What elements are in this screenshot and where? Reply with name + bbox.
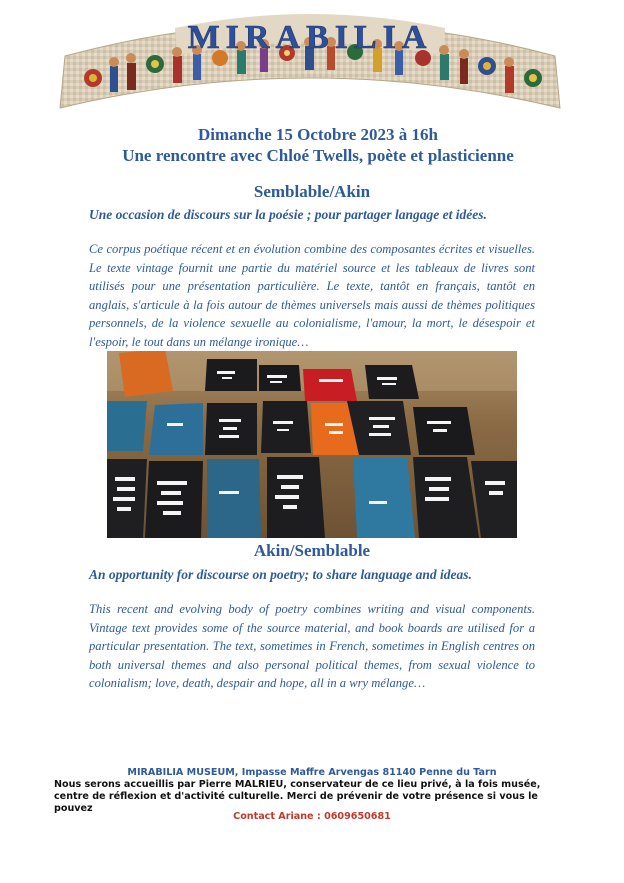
book-boards-photo [107,351,517,538]
tagline-french: Une occasion de discours sur la poésie ; pour partager langage et idées. [89,207,487,222]
event-date: Dimanche 15 Octobre 2023 à 16h [197,125,439,144]
paragraph-french: Ce corpus poétique récent et en évolution combine des composantes écrites et visuelles. Le texte vintage fournit une partie du matériel source et les tableaux de livres sont utilisés pour une présentation particulière. Le texte, tantôt en français, tantôt en anglais, s'articule à la fois autour de thèmes universels mais aussi de thèmes politiques personnels, de la violence sexuelle au colonialisme, l'amour, la mort, le désespoir et l'espoir, le tout dans un mélange ironique… [89,242,535,349]
section-title-english: Akin/Semblable [253,541,371,560]
section-title-french: Semblable/Akin [253,182,371,201]
book-boards-photo-image [107,351,517,538]
footer-museum-address: MIRABILIA MUSEUM, Impasse Maffre Arvengas 81140 Penne du Tarn [127,767,497,778]
banner-title: MIRABILIA [187,19,433,56]
event-subtitle: Une rencontre avec Chloé Twells, poète et plasticienne [122,146,514,165]
paragraph-english: This recent and evolving body of poetry combines writing and visual components. Vintage text provides some of the source material, and book boards are utilised for a particular presentation. The text, sometimes in French, sometimes in English centres on both universal themes and also personal political themes, from sexual violence to colonialism; love, death, despair and hope, all in a wry mélange… [89,602,535,691]
mosaic-banner-image [55,8,565,123]
footer-contact: Contact Ariane : 0609650681 [233,811,391,822]
tagline-english: An opportunity for discourse on poetry; to share language and ideas. [89,567,472,582]
mosaic-banner [55,8,565,123]
footer-info-text: Nous serons accueillis par Pierre MALRIEU, conservateur de ce lieu privé, à la fois musée, centre de réflexion et d'activité culturelle. Merci de prévenir de votre présence si vous le pouvez [54,779,541,814]
